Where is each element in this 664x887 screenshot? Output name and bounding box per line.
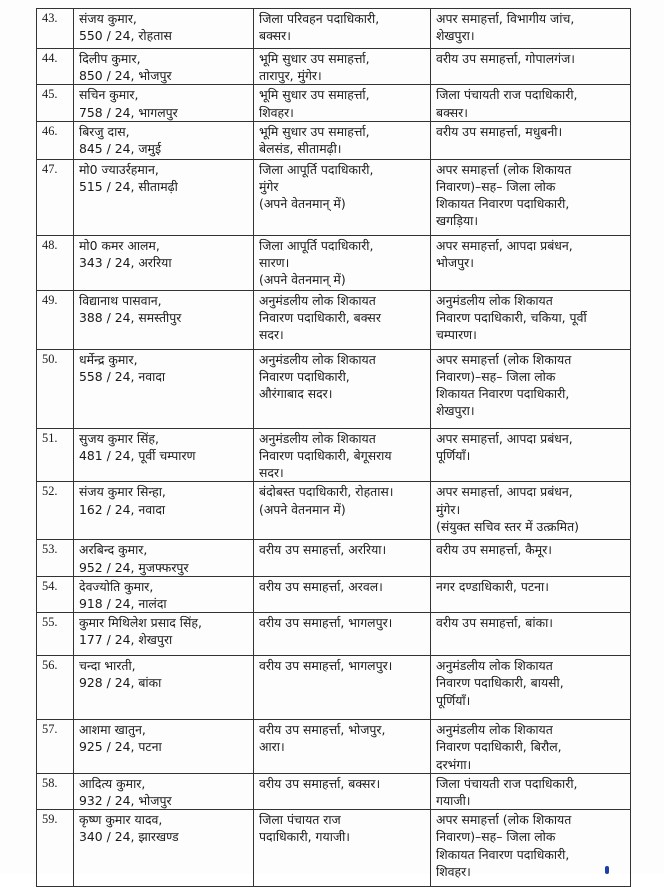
new-posting-cell [431, 428, 631, 482]
officer-id-home-district: 388 / 24, समस्तीपुर [79, 310, 182, 326]
officer-cell [74, 235, 254, 290]
serial-number: 54. [37, 576, 74, 612]
officer-id-home-district: 481 / 24, पूर्वी चम्पारण [79, 448, 196, 464]
current-posting-line: सदर। [259, 465, 284, 481]
serial-number: 50. [37, 349, 74, 428]
serial-number: 46. [37, 121, 74, 159]
new-posting-line: शिकायत निवारण पदाधिकारी, [436, 196, 570, 212]
new-posting-line: शिकायत निवारण पदाधिकारी, [436, 846, 570, 862]
table-row [37, 428, 631, 482]
current-posting-line: वरीय उप समाहर्त्ता, बक्सर। [259, 775, 381, 791]
current-posting-line: जिला पंचायत राज [259, 812, 341, 828]
officer-id-home-district: 550 / 24, रोहतास [79, 28, 172, 44]
new-posting-line: भोजपुर। [436, 255, 474, 271]
current-posting-line: बक्सर। [259, 28, 291, 44]
officer-cell [74, 290, 254, 349]
table-row [37, 720, 631, 774]
officer-name: आशमा खातुन, [79, 722, 146, 738]
officer-cell [74, 773, 254, 809]
new-posting-cell [431, 810, 631, 887]
transfer-posting-table [36, 8, 631, 887]
new-posting-line: गयाजी। [436, 793, 471, 809]
new-posting-line: वरीय उप समाहर्त्ता, बांका। [436, 615, 553, 631]
current-posting-line: वरीय उप समाहर्त्ता, भागलपुर। [259, 658, 393, 674]
new-posting-line: शेखपुरा। [436, 28, 475, 44]
current-posting-line: पदाधिकारी, गयाजी। [259, 829, 351, 845]
officer-name: दिलीप कुमार, [79, 51, 141, 66]
officer-name: आदित्य कुमार, [79, 775, 146, 791]
new-posting-line: शेखपुरा। [436, 403, 475, 419]
new-posting-cell [431, 121, 631, 159]
new-posting-cell [431, 49, 631, 85]
officer-name: देवज्योति कुमार, [79, 578, 154, 594]
new-posting-line: चम्पारण। [436, 327, 477, 343]
current-posting-cell [254, 349, 431, 428]
current-posting-line: भूमि सुधार उप समाहर्त्ता, [259, 87, 370, 103]
new-posting-cell [431, 290, 631, 349]
new-posting-line: निवारण पदाधिकारी, बायसी, [436, 675, 564, 691]
new-posting-line: अपर समाहर्त्ता (लोक शिकायत [436, 161, 572, 177]
officer-id-home-district: 758 / 24, भागलपुर [79, 104, 178, 120]
current-posting-cell [254, 49, 431, 85]
officer-id-home-district: 162 / 24, नवादा [79, 501, 166, 517]
officer-name: बिरजु दास, [79, 123, 130, 139]
new-posting-line: अपर समाहर्त्ता, विभागीय जांच, [436, 11, 575, 26]
table-row [37, 49, 631, 85]
table-row [37, 773, 631, 809]
new-posting-line: खगड़िया। [436, 213, 479, 229]
serial-number: 45. [37, 85, 74, 121]
serial-number: 57. [37, 720, 74, 774]
new-posting-cell [431, 540, 631, 576]
current-posting-line: जिला आपूर्ति पदाधिकारी, [259, 237, 374, 253]
new-posting-line: निवारण)–सह– जिला लोक [436, 829, 556, 845]
new-posting-cell [431, 9, 631, 49]
current-posting-line: निवारण पदाधिकारी, [259, 369, 350, 385]
table-row [37, 9, 631, 49]
current-posting-line: वरीय उप समाहर्त्ता, भोजपुर, [259, 722, 386, 738]
current-posting-cell [254, 482, 431, 540]
table-row [37, 290, 631, 349]
current-posting-line: औरंगाबाद सदर। [259, 386, 333, 402]
current-posting-cell [254, 9, 431, 49]
new-posting-line: अपर समाहर्त्ता (लोक शिकायत [436, 351, 572, 367]
new-posting-cell [431, 482, 631, 540]
new-posting-line: निवारण)–सह– जिला लोक [436, 369, 556, 385]
current-posting-cell [254, 290, 431, 349]
new-posting-cell [431, 656, 631, 720]
current-posting-line: निवारण पदाधिकारी, बेगूसराय [259, 448, 392, 464]
officer-cell [74, 428, 254, 482]
current-posting-line: जिला आपूर्ति पदाधिकारी, [259, 161, 374, 177]
new-posting-cell [431, 720, 631, 774]
new-posting-cell [431, 613, 631, 656]
current-posting-line: मुंगेर [259, 179, 279, 195]
new-posting-cell [431, 159, 631, 235]
serial-number: 49. [37, 290, 74, 349]
new-posting-line: अनुमंडलीय लोक शिकायत [436, 658, 553, 674]
serial-number: 59. [37, 810, 74, 887]
current-posting-cell [254, 720, 431, 774]
new-posting-line: दरभंगा। [436, 756, 472, 772]
serial-number: 47. [37, 159, 74, 235]
current-posting-line: भूमि सुधार उप समाहर्त्ता, [259, 123, 370, 139]
serial-number: 58. [37, 773, 74, 809]
serial-number: 56. [37, 656, 74, 720]
officer-name: विद्यानाथ पासवान, [79, 292, 162, 308]
current-posting-line: अनुमंडलीय लोक शिकायत [259, 351, 376, 367]
officer-id-home-district: 177 / 24, शेखपुरा [79, 632, 173, 648]
table-row [37, 656, 631, 720]
officer-id-home-district: 558 / 24, नवादा [79, 369, 166, 385]
new-posting-line: बक्सर। [436, 104, 468, 120]
current-posting-cell [254, 540, 431, 576]
serial-number: 51. [37, 428, 74, 482]
new-posting-line: अपर समाहर्त्ता, आपदा प्रबंधन, [436, 430, 573, 446]
current-posting-line: अनुमंडलीय लोक शिकायत [259, 430, 376, 446]
current-posting-cell [254, 810, 431, 887]
officer-id-home-district: 932 / 24, भोजपुर [79, 793, 172, 809]
current-posting-cell [254, 121, 431, 159]
new-posting-cell [431, 349, 631, 428]
serial-number: 43. [37, 9, 74, 49]
officer-cell [74, 613, 254, 656]
new-posting-line: (संयुक्त सचिव स्तर में उत्क्रमित) [436, 518, 579, 534]
current-posting-line: वरीय उप समाहर्त्ता, अररिया। [259, 542, 387, 558]
current-posting-cell [254, 613, 431, 656]
table-row [37, 85, 631, 121]
new-posting-line: जिला पंचायती राज पदाधिकारी, [436, 775, 578, 791]
officer-cell [74, 540, 254, 576]
current-posting-cell [254, 428, 431, 482]
officer-name: सचिन कुमार, [79, 87, 139, 103]
new-posting-line: जिला पंचायती राज पदाधिकारी, [436, 87, 578, 103]
new-posting-line: नगर दण्डाधिकारी, पटना। [436, 578, 549, 594]
new-posting-line: निवारण पदाधिकारी, बिरौल, [436, 739, 562, 755]
officer-cell [74, 9, 254, 49]
serial-number: 53. [37, 540, 74, 576]
officer-cell [74, 656, 254, 720]
current-posting-cell [254, 656, 431, 720]
current-posting-line: अनुमंडलीय लोक शिकायत [259, 292, 376, 308]
current-posting-cell [254, 235, 431, 290]
officer-id-home-district: 925 / 24, पटना [79, 739, 162, 755]
current-posting-line: (अपने वेतनमान में) [259, 501, 346, 517]
table-row [37, 235, 631, 290]
officer-name: संजय कुमार, [79, 11, 137, 26]
officer-name: कुमार मिथिलेश प्रसाद सिंह, [79, 615, 202, 631]
table-row [37, 482, 631, 540]
current-posting-line: बंदोबस्त पदाधिकारी, रोहतास। [259, 484, 394, 500]
new-posting-line: अनुमंडलीय लोक शिकायत [436, 722, 553, 738]
new-posting-line: अनुमंडलीय लोक शिकायत [436, 292, 553, 308]
officer-cell [74, 349, 254, 428]
new-posting-line: अपर समाहर्त्ता, आपदा प्रबंधन, [436, 237, 573, 253]
current-posting-line: जिला परिवहन पदाधिकारी, [259, 11, 380, 26]
officer-cell [74, 482, 254, 540]
new-posting-line: वरीय उप समाहर्त्ता, कैमूर। [436, 542, 552, 558]
new-posting-line: निवारण पदाधिकारी, चकिया, पूर्वी [436, 310, 587, 326]
new-posting-cell [431, 773, 631, 809]
current-posting-line: भूमि सुधार उप समाहर्त्ता, [259, 51, 370, 66]
officer-id-home-district: 845 / 24, जमुई [79, 141, 162, 157]
current-posting-line: वरीय उप समाहर्त्ता, भागलपुर। [259, 615, 393, 631]
officer-name: चन्दा भारती, [79, 658, 136, 674]
new-posting-line: मुंगेर। [436, 501, 461, 517]
officer-cell [74, 720, 254, 774]
officer-id-home-district: 515 / 24, सीतामढ़ी [79, 179, 178, 195]
table-row [37, 349, 631, 428]
officer-cell [74, 85, 254, 121]
current-posting-line: वरीय उप समाहर्त्ता, अरवल। [259, 578, 383, 594]
new-posting-line: शिवहर। [436, 863, 471, 879]
new-posting-cell [431, 576, 631, 612]
table-body [37, 9, 631, 887]
officer-id-home-district: 918 / 24, नालंदा [79, 596, 167, 612]
new-posting-cell [431, 85, 631, 121]
officer-cell [74, 576, 254, 612]
current-posting-line: निवारण पदाधिकारी, बक्सर [259, 310, 381, 326]
officer-cell [74, 49, 254, 85]
officer-cell [74, 810, 254, 887]
current-posting-line: आरा। [259, 739, 285, 755]
table-row [37, 810, 631, 887]
table-row [37, 540, 631, 576]
new-posting-line: निवारण)–सह– जिला लोक [436, 179, 556, 195]
officer-id-home-district: 850 / 24, भोजपुर [79, 68, 172, 84]
current-posting-cell [254, 773, 431, 809]
officer-name: मो0 ज्याउर्रहमान, [79, 161, 159, 177]
new-posting-line: अपर समाहर्त्ता (लोक शिकायत [436, 812, 572, 828]
officer-name: अरबिन्द कुमार, [79, 542, 148, 558]
officer-id-home-district: 343 / 24, अररिया [79, 255, 172, 271]
current-posting-line: बेलसंड, सीतामढ़ी। [259, 141, 342, 157]
table-row [37, 121, 631, 159]
serial-number: 55. [37, 613, 74, 656]
officer-name: मो0 कमर आलम, [79, 237, 160, 253]
current-posting-line: सदर। [259, 327, 284, 343]
current-posting-cell [254, 576, 431, 612]
current-posting-line: तारापुर, मुंगेर। [259, 68, 322, 84]
officer-id-home-district: 340 / 24, झारखण्ड [79, 829, 179, 845]
officer-name: सुजय कुमार सिंह, [79, 430, 159, 446]
new-posting-line: अपर समाहर्त्ता, आपदा प्रबंधन, [436, 484, 573, 500]
new-posting-line: पूर्णियाँ। [436, 448, 471, 464]
serial-number: 44. [37, 49, 74, 85]
ink-mark [605, 866, 609, 874]
officer-name: कृष्ण कुमार यादव, [79, 812, 163, 828]
table-row [37, 159, 631, 235]
officer-name: संजय कुमार सिन्हा, [79, 484, 166, 500]
new-posting-line: शिकायत निवारण पदाधिकारी, [436, 386, 570, 402]
current-posting-line: सारण। [259, 255, 290, 271]
table-row [37, 613, 631, 656]
serial-number: 52. [37, 482, 74, 540]
current-posting-line: (अपने वेतनमान् में) [259, 196, 346, 212]
current-posting-cell [254, 85, 431, 121]
table-row [37, 576, 631, 612]
new-posting-line: वरीय उप समाहर्त्ता, मधुबनी। [436, 123, 563, 139]
officer-id-home-district: 928 / 24, बांका [79, 675, 162, 691]
officer-cell [74, 159, 254, 235]
current-posting-cell [254, 159, 431, 235]
officer-id-home-district: 952 / 24, मुजफ्फरपुर [79, 559, 189, 575]
officer-name: धर्मेन्द्र कुमार, [79, 351, 138, 367]
new-posting-line: वरीय उप समाहर्त्ता, गोपालगंज। [436, 51, 575, 66]
serial-number: 48. [37, 235, 74, 290]
new-posting-cell [431, 235, 631, 290]
current-posting-line: शिवहर। [259, 104, 294, 120]
officer-cell [74, 121, 254, 159]
new-posting-line: पूर्णियाँ। [436, 692, 471, 708]
current-posting-line: (अपने वेतनमान् में) [259, 272, 346, 288]
